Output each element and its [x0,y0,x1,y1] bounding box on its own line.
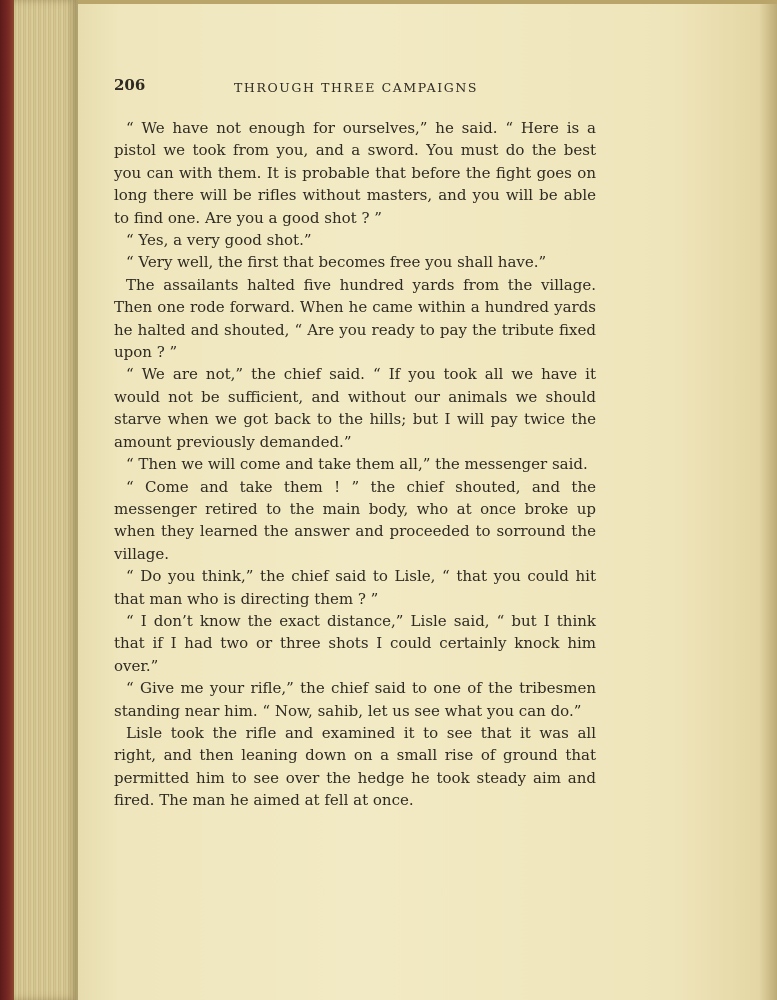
paragraph: “ Very well, the first that becomes free you shall have.” [126,253,547,272]
paragraph: “ I don’t know the exact distance,” Lisle said, “ but I think that if I had two or three shots I could certainly knock him over.” [114,611,596,675]
paragraph: “ We are not,” the chief said. “ If you took all we have it would not be sufficient, and without our animals we should starve when we got back to the hills; but I will pay twice the amount previously demanded.” [114,365,596,451]
page-number: 206 [114,76,146,94]
paragraph: “ We have not enough for ourselves,” he said. “ Here is a pistol we took from you, and a sword. You must do the best you can with them. It is probable that before the fight goes on long there will be rifles without masters, and you will be able to find one. Are you a good shot ? ” [114,119,596,227]
book-binding [0,0,14,1000]
page-edges [14,0,78,1000]
paragraph: “ Come and take them ! ” the chief shouted, and the messenger retired to the main body, who at once broke up when they learned the answer and proceeded to sorround the village. [114,477,596,563]
paragraph: The assailants halted five hundred yards from the village. Then one rode forward. When he came within a hundred yards he halted and shouted, “ Are you ready to pay the tribute fixed upon ? ” [114,275,596,362]
paragraph: “ Yes, a very good shot.” [126,231,312,250]
paragraph: “ Do you think,” the chief said to Lisle, “ that you could hit that man who is directing them ? ” [114,567,596,608]
paragraph: “ Give me your rifle,” the chief said to one of the tribesmen standing near him. “ Now, sahib, let us see what you can do.” [114,679,596,720]
body-text [114,117,596,812]
paragraph: Lisle took the rifle and examined it to see that it was all right, and then leaning down on a small rise of ground that permitted him to see over the hedge he took steady aim and fired. The man he aimed at fell at once. [114,723,596,810]
page-gutter-shadow [759,4,777,1000]
running-title: THROUGH THREE CAMPAIGNS [234,80,479,95]
paragraph: “ Then we will come and take them all,” the messenger said. [126,455,588,474]
